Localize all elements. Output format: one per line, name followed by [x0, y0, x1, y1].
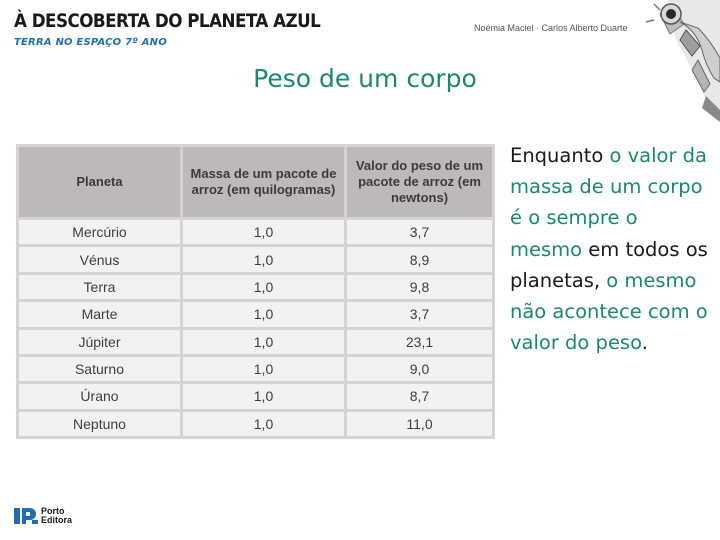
publisher-name — [41, 507, 72, 526]
collection-subtitle: TERRA NO ESPAÇO 7º ANO — [14, 37, 167, 48]
cell-planet: Saturno — [19, 357, 180, 381]
cell-weight: 9,8 — [347, 275, 492, 299]
cell-planet: Júpiter — [19, 330, 180, 354]
table-row — [19, 302, 492, 326]
table-row — [19, 357, 492, 381]
cell-weight: 3,7 — [347, 302, 492, 326]
cell-mass: 1,0 — [183, 357, 344, 381]
cell-mass: 1,0 — [183, 412, 344, 436]
explanation-text — [510, 140, 710, 358]
authors: Noémia Maciel · Carlos Alberto Duarte — [474, 23, 628, 33]
table-row — [19, 384, 492, 408]
text-segment: em todos os planetas, — [510, 237, 708, 292]
astronaut-image — [640, 0, 720, 122]
table-row — [19, 330, 492, 354]
cell-planet: Neptuno — [19, 412, 180, 436]
text-segment: . — [641, 331, 648, 355]
publisher-logo — [14, 506, 72, 526]
planet-weight-table-container — [16, 144, 495, 439]
table-row — [19, 247, 492, 271]
porto-editora-logo-icon — [14, 506, 38, 526]
cell-weight: 9,0 — [347, 357, 492, 381]
cell-weight: 23,1 — [347, 330, 492, 354]
text-segment-highlight: o valor da massa de um corpo é o sempre o mesmo — [510, 144, 708, 261]
cell-mass: 1,0 — [183, 275, 344, 299]
cell-weight: 8,7 — [347, 384, 492, 408]
cell-weight: 8,9 — [347, 247, 492, 271]
publisher-name-line2: Editora — [41, 515, 73, 525]
cell-planet: Mercúrio — [19, 220, 180, 244]
table-row — [19, 412, 492, 436]
cell-mass: 1,0 — [183, 384, 344, 408]
cell-planet: Terra — [19, 275, 180, 299]
header-peso: Valor do peso de um pacote de arroz (em newtons) — [347, 147, 492, 217]
cell-planet: Úrano — [19, 384, 180, 408]
table-header-row — [19, 147, 492, 217]
text-segment-highlight: o mesmo não acontece com o valor do peso — [510, 268, 708, 355]
cell-weight: 11,0 — [347, 412, 492, 436]
header-massa: Massa de um pacote de arroz (em quilogramas) — [183, 147, 344, 217]
table-row — [19, 275, 492, 299]
cell-mass: 1,0 — [183, 247, 344, 271]
planet-weight-table — [16, 144, 495, 439]
cell-mass: 1,0 — [183, 330, 344, 354]
cell-weight: 3,7 — [347, 220, 492, 244]
slide-title: Peso de um corpo — [253, 64, 477, 93]
text-segment: Enquanto — [510, 144, 610, 167]
publisher-name-line1: Porto — [41, 505, 65, 516]
cell-mass: 1,0 — [183, 220, 344, 244]
cell-mass: 1,0 — [183, 302, 344, 326]
table-row — [19, 220, 492, 244]
collection-title: À DESCOBERTA DO PLANETA AZUL — [14, 10, 321, 32]
header-planeta: Planeta — [19, 147, 180, 217]
cell-planet: Marte — [19, 302, 180, 326]
cell-planet: Vénus — [19, 247, 180, 271]
